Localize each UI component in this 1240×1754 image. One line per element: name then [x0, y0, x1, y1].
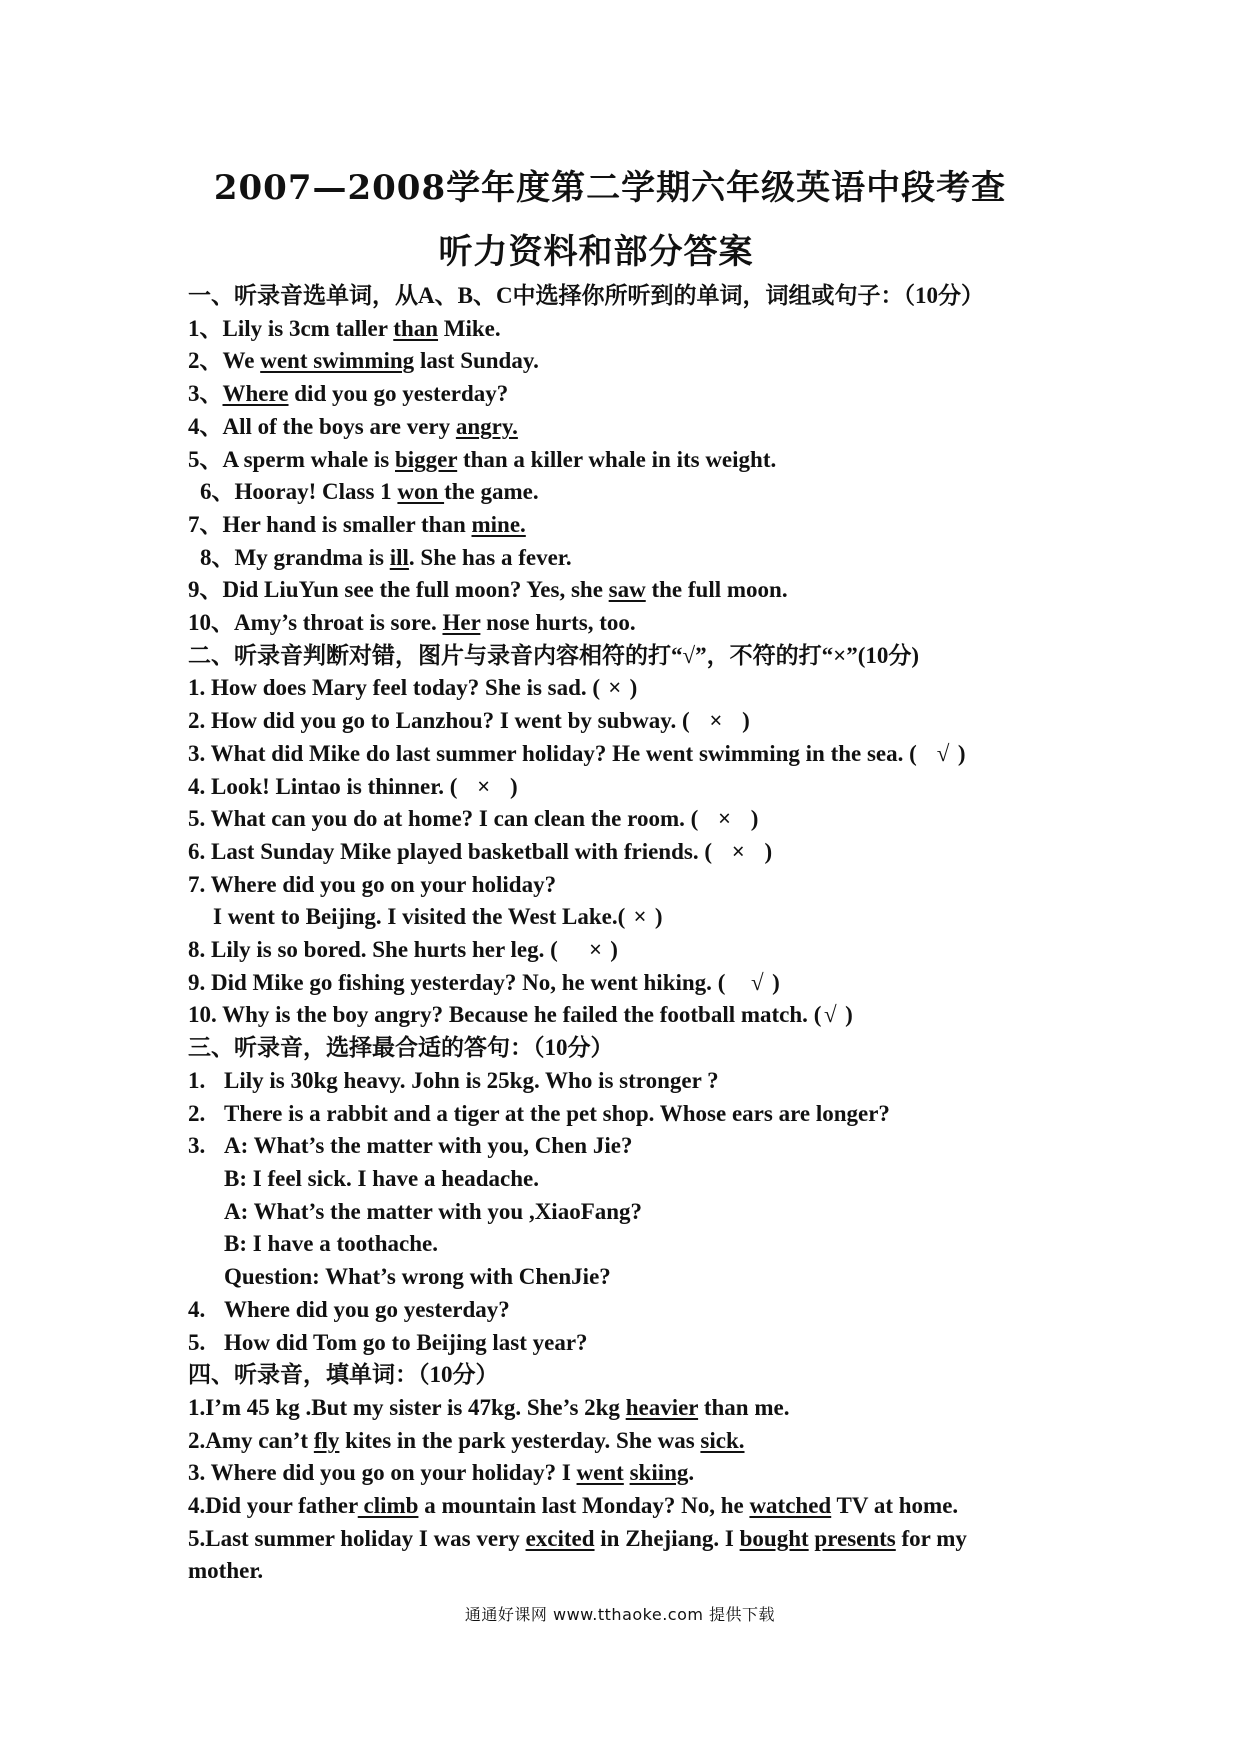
s3-item: B: I feel sick. I have a headache.: [224, 1165, 539, 1191]
section-2-heading: 二、听录音判断对错，图片与录音内容相符的打“√”，不符的打“×”(10分): [188, 642, 920, 668]
document-title: 2007—2008学年度第二学期六年级英语中段考查: [213, 168, 1007, 208]
s3-item: 2. There is a rabbit and a tiger at the pet shop. Whose ears are longer?: [188, 1100, 890, 1126]
s2-item-7-cont: I went to Beijing. I visited the West Lake.( × ): [188, 901, 1068, 934]
s1-item-10: 10、Amy’s throat is sore. Her nose hurts, too.: [188, 610, 636, 636]
s3-item: 4. Where did you go yesterday?: [188, 1296, 510, 1322]
s2-item-1: 1. How does Mary feel today? She is sad. ( × ): [188, 672, 1068, 705]
section-1-heading: 一、听录音选单词，从A、B、C中选择你所听到的单词，词组或句子：（10分）: [188, 283, 985, 308]
answer-mark: ×: [633, 904, 647, 930]
s2-item-5: 5. What can you do at home? I can clean the room. ( × ): [188, 803, 1068, 836]
s1-item-6: 6、Hooray! Class 1 won the game.: [200, 479, 539, 505]
s1-item-7: 7、Her hand is smaller than mine.: [188, 511, 526, 537]
document-body: [188, 280, 1068, 1588]
s1-item-4: 4、All of the boys are very angry.: [188, 413, 518, 439]
answer-mark: √: [751, 969, 764, 995]
s2-item-9: 9. Did Mike go fishing yesterday? No, he went hiking. ( √ ): [188, 967, 1068, 1000]
s2-item-8: 8. Lily is so bored. She hurts her leg. ( × ): [188, 934, 1068, 967]
s2-item-7: 7. Where did you go on your holiday?: [188, 871, 557, 897]
answer-mark: ×: [717, 806, 732, 832]
answer-mark: ×: [477, 773, 491, 799]
section-3-heading: 三、听录音，选择最合适的答句：（10分）: [188, 1035, 614, 1061]
answer-mark: ×: [588, 937, 603, 963]
answer-mark: √: [824, 1002, 837, 1028]
footer-source: 通通好课网 www.tthaoke.com 提供下载: [464, 1605, 776, 1624]
s4-item-4: 4.Did your father climb a mountain last Monday? No, he watched TV at home.: [188, 1493, 959, 1519]
s2-item-3: 3. What did Mike do last summer holiday? He went swimming in the sea. ( √ ): [188, 738, 1068, 771]
s3-item: 1. Lily is 30kg heavy. John is 25kg. Who is stronger ?: [188, 1067, 719, 1093]
s2-item-6: 6. Last Sunday Mike played basketball with friends. ( × ): [188, 836, 1068, 869]
s2-item-2: 2. How did you go to Lanzhou? I went by subway. ( × ): [188, 705, 1068, 738]
s1-item-1: 1、Lily is 3cm taller than Mike.: [188, 315, 501, 341]
s1-item-9: 9、Did LiuYun see the full moon? Yes, she saw the full moon.: [188, 577, 788, 603]
s3-item: B: I have a toothache.: [224, 1231, 439, 1257]
s2-item-10: 10. Why is the boy angry? Because he failed the football match. ( √ ): [188, 999, 1068, 1032]
s1-item-5: 5、A sperm whale is bigger than a killer whale in its weight.: [188, 446, 777, 472]
s4-item-3: 3. Where did you go on your holiday? I went skiing.: [188, 1460, 695, 1486]
s1-item-8: 8、My grandma is ill. She has a fever.: [200, 544, 572, 570]
s4-item-5: 5.Last summer holiday I was very excited in Zhejiang. I bought presents for my: [188, 1525, 967, 1551]
s3-item: 3. A: What’s the matter with you, Chen Jie?: [188, 1133, 633, 1159]
answer-mark: ×: [608, 675, 622, 701]
section-4-heading: 四、听录音，填单词：（10分）: [188, 1362, 499, 1388]
s1-item-2: 2、We went swimming last Sunday.: [188, 348, 539, 374]
s1-item-3: 3、Where did you go yesterday?: [188, 381, 509, 407]
s2-item-4: 4. Look! Lintao is thinner. ( × ): [188, 771, 1068, 804]
s4-item-2: 2.Amy can’t fly kites in the park yesterday. She was sick.: [188, 1427, 745, 1453]
s4-item-5-cont: mother.: [188, 1558, 264, 1584]
s4-item-1: 1.I’m 45 kg .But my sister is 47kg. She’s 2kg heavier than me.: [188, 1394, 790, 1420]
answer-mark: √: [936, 740, 950, 766]
answer-mark: ×: [731, 838, 745, 864]
answer-mark: ×: [709, 708, 723, 734]
s3-item: A: What’s the matter with you ,XiaoFang?: [224, 1198, 643, 1224]
document-subtitle: 听力资料和部分答案: [438, 232, 754, 272]
s3-item: 5. How did Tom go to Beijing last year?: [188, 1329, 588, 1355]
s3-item: Question: What’s wrong with ChenJie?: [224, 1264, 611, 1290]
